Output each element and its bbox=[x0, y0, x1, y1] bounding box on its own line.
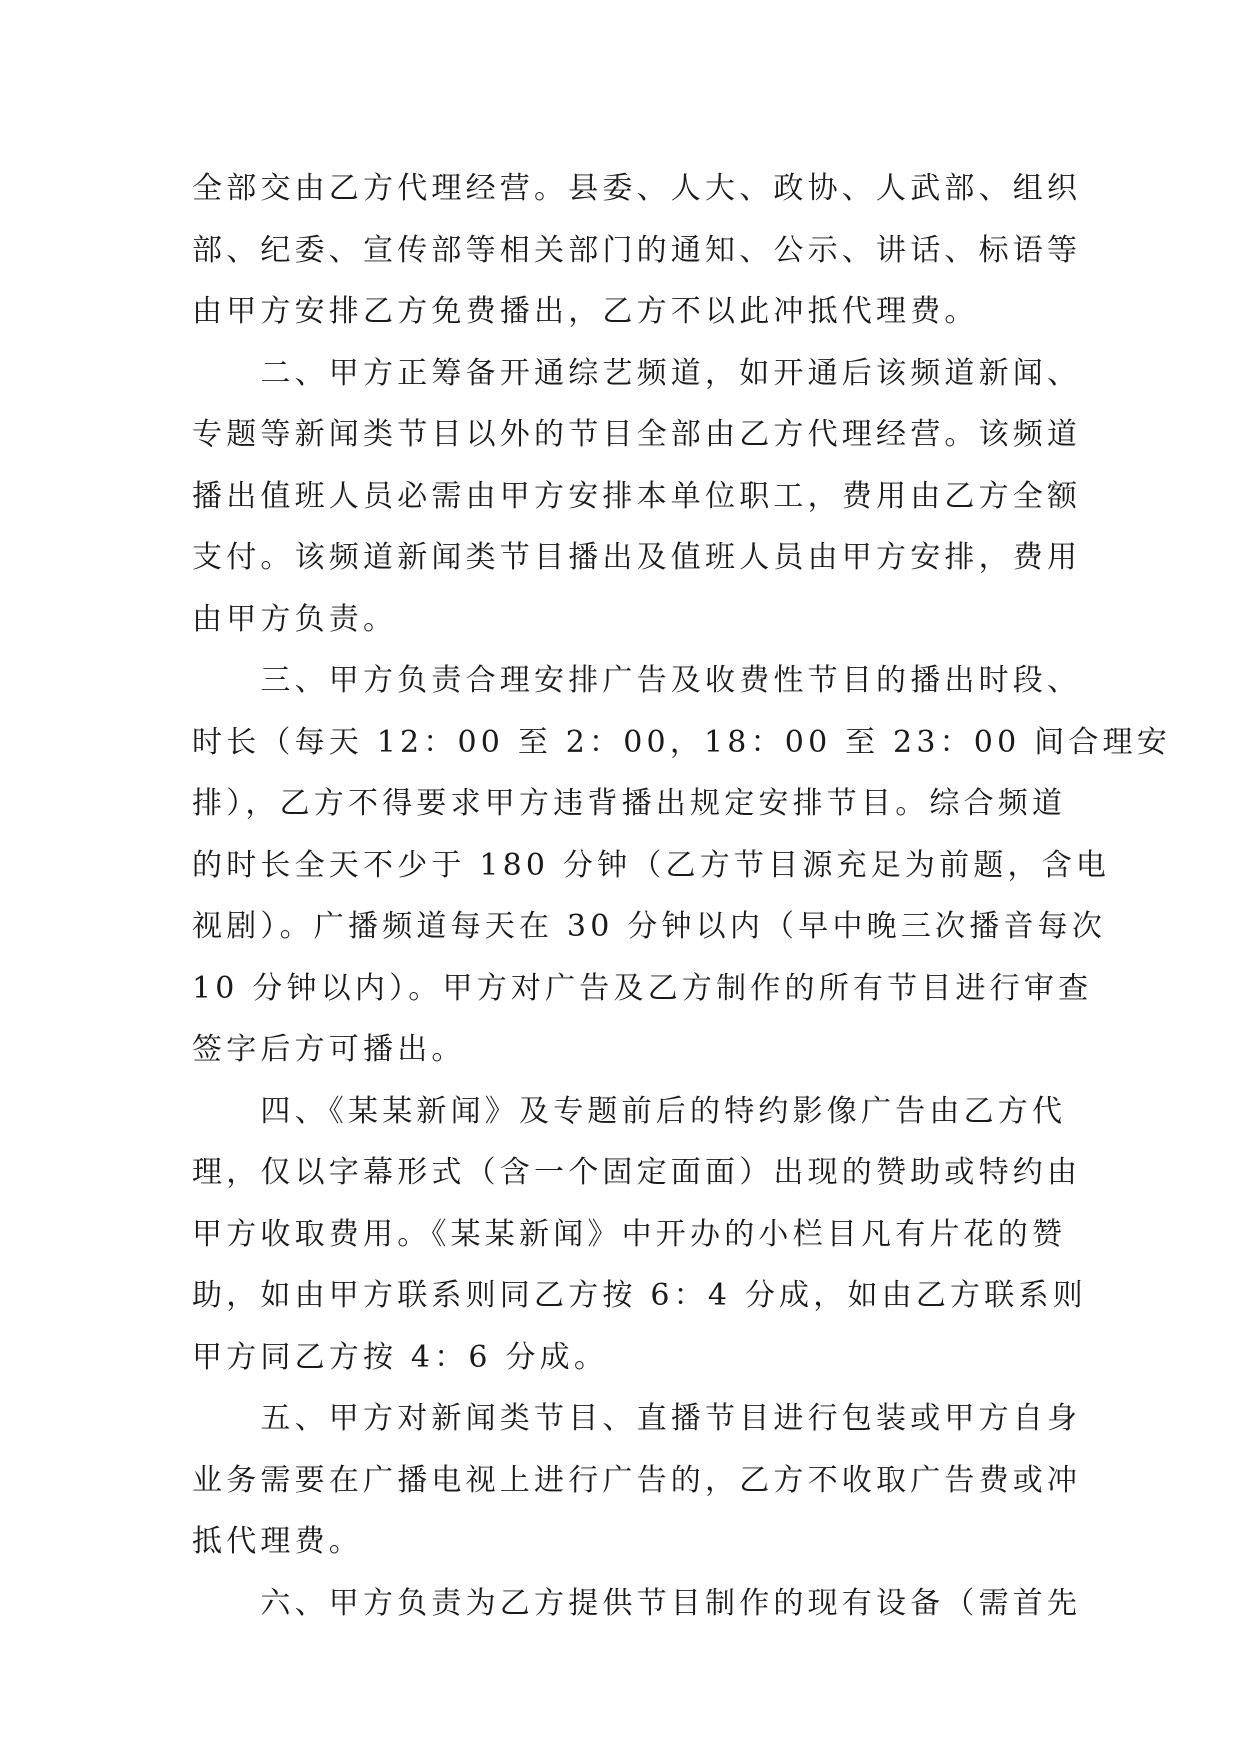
text-line: 助，如由甲方联系则同乙方按 6：4 分成，如由乙方联系则 bbox=[192, 1278, 1087, 1313]
text-line: 抵代理费。 bbox=[192, 1524, 363, 1559]
text-line: 六、甲方负责为乙方提供节目制作的现有设备（需首先 bbox=[192, 1585, 1082, 1621]
text-line: 甲方收取费用。《某某新闻》中开办的小栏目凡有片花的赞 bbox=[192, 1216, 1067, 1252]
document-body bbox=[192, 158, 1171, 1634]
text-line: 四、《某某新闻》及专题前后的特约影像广告由乙方代 bbox=[192, 1093, 1067, 1129]
text-line: 三、甲方负责合理安排广告及收费性节目的播出时段、 bbox=[192, 663, 1082, 698]
text-line: 甲方同乙方按 4：6 分成。 bbox=[192, 1339, 609, 1375]
text-line: 由甲方安排乙方免费播出，乙方不以此冲抵代理费。 bbox=[192, 294, 979, 329]
text-line: 时长（每天 12：00 至 2：00，18：00 至 23：00 间合理安 bbox=[192, 724, 1171, 760]
text-line: 全部交由乙方代理经营。县委、人大、政协、人武部、组织 bbox=[192, 171, 1082, 206]
text-line: 理，仅以字幕形式（含一个固定面面）出现的赞助或特约由 bbox=[192, 1155, 1082, 1190]
text-line: 播出值班人员必需由甲方安排本单位职工，费用由乙方全额 bbox=[192, 478, 1082, 514]
text-line: 的时长全天不少于 180 分钟（乙方节目源充足为前题，含电 bbox=[192, 847, 1111, 883]
text-line: 支付。该频道新闻类节目播出及值班人员由甲方安排，费用 bbox=[192, 540, 1082, 575]
text-line: 视剧）。广播频道每天在 30 分钟以内（早中晚三次播音每次 bbox=[192, 909, 1107, 944]
text-line: 业务需要在广播电视上进行广告的，乙方不收取广告费或冲 bbox=[192, 1462, 1082, 1498]
text-line: 五、甲方对新闻类节目、直播节目进行包装或甲方自身 bbox=[192, 1401, 1082, 1436]
text-line: 部、纪委、宣传部等相关部门的通知、公示、讲话、标语等 bbox=[192, 232, 1082, 268]
text-line: 10 分钟以内）。甲方对广告及乙方制作的所有节目进行审查 bbox=[192, 970, 1093, 1006]
text-line: 排），乙方不得要求甲方违背播出规定安排节目。综合频道 bbox=[192, 786, 1067, 821]
text-line: 二、甲方正筹备开通综艺频道，如开通后该频道新闻、 bbox=[192, 355, 1082, 391]
text-line: 专题等新闻类节目以外的节目全部由乙方代理经营。该频道 bbox=[192, 417, 1082, 452]
text-line: 签字后方可播出。 bbox=[192, 1032, 466, 1067]
text-line: 由甲方负责。 bbox=[192, 601, 398, 637]
